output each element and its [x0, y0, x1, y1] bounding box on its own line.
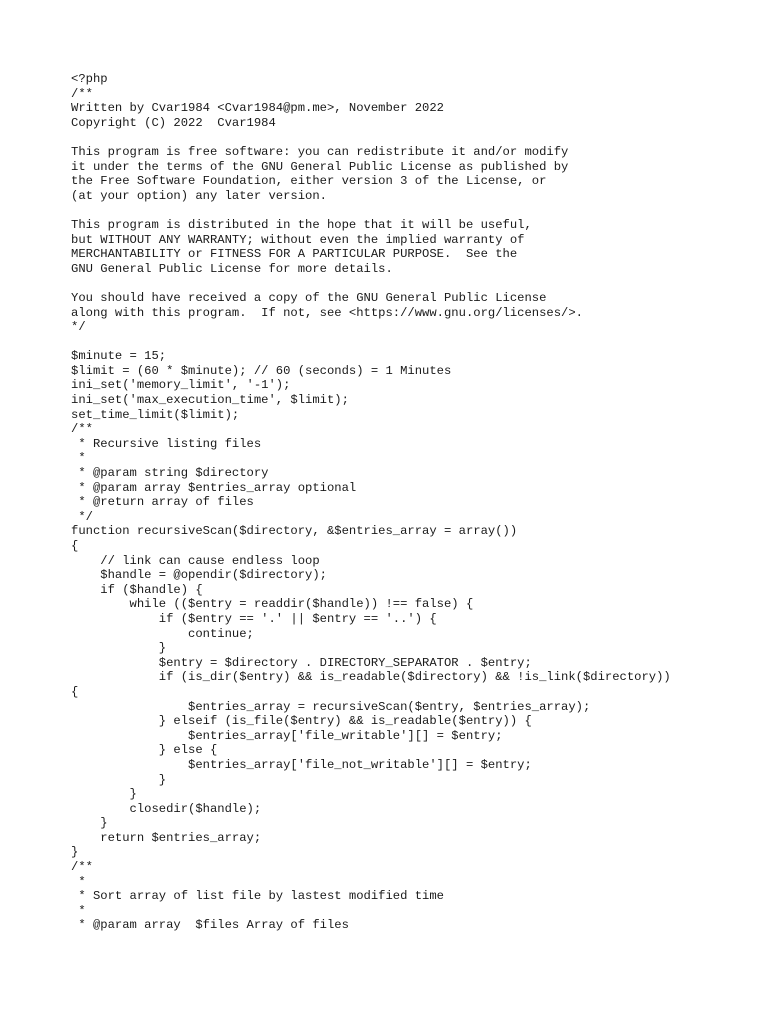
code-line: *	[71, 903, 86, 918]
code-line: if ($entry == '.' || $entry == '..') {	[71, 611, 437, 626]
code-line: * Recursive listing files	[71, 436, 262, 451]
code-line: $minute = 15;	[71, 349, 167, 364]
code-line	[71, 335, 671, 350]
code-line: } else {	[71, 743, 218, 758]
code-line: *	[71, 874, 86, 889]
code-line: */	[71, 320, 86, 335]
code-line: $handle = @opendir($directory);	[71, 568, 327, 583]
code-line: MERCHANTABILITY or FITNESS FOR A PARTICULAR PURPOSE. See the	[71, 247, 518, 262]
code-line: GNU General Public License for more details.	[71, 261, 393, 276]
code-line: closedir($handle);	[71, 801, 262, 816]
code-line: $entry = $directory . DIRECTORY_SEPARATOR . $entry;	[71, 655, 532, 670]
code-line: if ($handle) {	[71, 582, 203, 597]
code-line: continue;	[71, 626, 254, 641]
code-line: }	[71, 641, 167, 656]
code-line: }	[71, 787, 137, 802]
code-line	[71, 276, 671, 291]
code-line: if (is_dir($entry) && is_readable($directory) && !is_link($directory))	[71, 670, 671, 685]
code-line	[71, 203, 671, 218]
code-line: You should have received a copy of the GNU General Public License	[71, 290, 547, 305]
code-line: ini_set('max_execution_time', $limit);	[71, 393, 349, 408]
code-line: This program is free software: you can redistribute it and/or modify	[71, 144, 569, 159]
code-line: // link can cause endless loop	[71, 553, 320, 568]
code-line: set_time_limit($limit);	[71, 407, 240, 422]
code-line: {	[71, 539, 79, 553]
code-line: <?php	[71, 72, 108, 86]
code-line: * Sort array of list file by lastest modified time	[71, 889, 444, 904]
code-line: * @param array $files Array of files	[71, 918, 349, 933]
code-line: Written by Cvar1984 <Cvar1984@pm.me>, November 2022	[71, 101, 444, 116]
code-line: } elseif (is_file($entry) && is_readable($entry)) {	[71, 714, 532, 729]
code-line: }	[71, 845, 79, 860]
code-line: {	[71, 684, 79, 699]
code-line: the Free Software Foundation, either version 3 of the License, or	[71, 174, 547, 189]
code-line: function recursiveScan($directory, &$entries_array = array())	[71, 524, 518, 539]
code-line: it under the terms of the GNU General Public License as published by	[71, 159, 569, 174]
code-line: * @return array of files	[71, 495, 254, 510]
code-line: Copyright (C) 2022 Cvar1984	[71, 115, 276, 130]
code-line: /**	[71, 422, 93, 437]
code-line: (at your option) any later version.	[71, 188, 327, 203]
code-line: $entries_array['file_writable'][] = $entry;	[71, 728, 503, 743]
code-line: * @param string $directory	[71, 466, 269, 481]
code-line: $entries_array = recursiveScan($entry, $entries_array);	[71, 699, 591, 714]
code-line: while (($entry = readdir($handle)) !== false) {	[71, 597, 474, 612]
code-line: This program is distributed in the hope that it will be useful,	[71, 217, 532, 232]
code-line	[71, 130, 671, 145]
code-line: $limit = (60 * $minute); // 60 (seconds) = 1 Minutes	[71, 363, 452, 378]
code-line: }	[71, 816, 108, 831]
code-line: along with this program. If not, see <https://www.gnu.org/licenses/>.	[71, 305, 583, 320]
code-line: }	[71, 772, 167, 787]
code-line: *	[71, 451, 86, 466]
code-line: /**	[71, 860, 93, 875]
code-line: * @param array $entries_array optional	[71, 480, 357, 495]
code-listing	[71, 72, 671, 933]
code-line: but WITHOUT ANY WARRANTY; without even the implied warranty of	[71, 232, 525, 247]
code-line: /**	[71, 86, 93, 101]
code-line: $entries_array['file_not_writable'][] = $entry;	[71, 757, 532, 772]
code-line: return $entries_array;	[71, 830, 262, 845]
code-line: */	[71, 509, 93, 524]
code-line: ini_set('memory_limit', '-1');	[71, 378, 291, 393]
